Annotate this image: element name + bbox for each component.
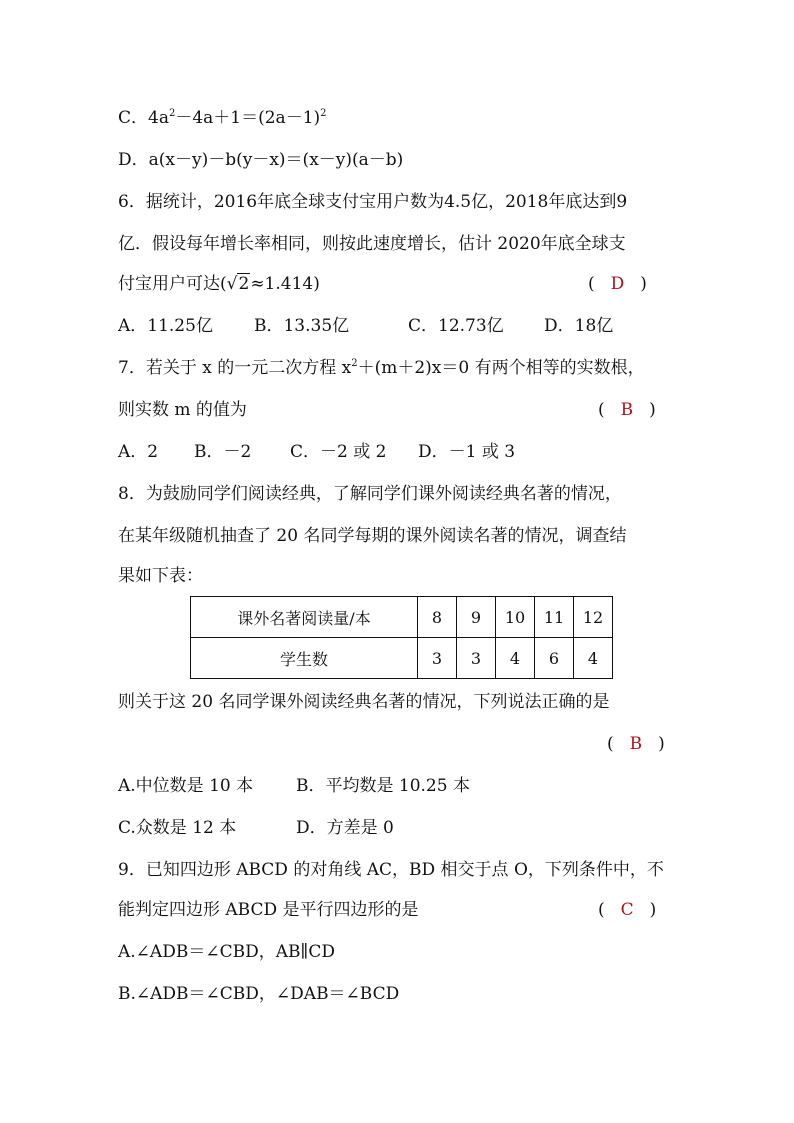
- answer-letter: C: [620, 900, 634, 920]
- q9-option-a: A.∠ADB＝∠CBD，AB∥CD: [118, 942, 335, 962]
- q9-line1: 9．已知四边形 ABCD 的对角线 AC，BD 相交于点 O，下列条件中，不: [118, 860, 664, 880]
- answer-close-paren: ): [640, 274, 647, 294]
- table-row: [191, 638, 613, 679]
- q6-line3-suffix: ≈1.414): [250, 274, 320, 294]
- option-c-mid: －4a＋1＝(2a－1): [175, 108, 321, 128]
- option-c-prefix: C．4a: [118, 108, 169, 128]
- q8-line4: 则关于这 20 名同学课外阅读经典名著的情况，下列说法正确的是: [118, 692, 610, 712]
- q8-option-d: D．方差是 0: [296, 818, 394, 838]
- q8-option-a: A.中位数是 10 本: [118, 776, 254, 796]
- q8-option-b: B．平均数是 10.25 本: [296, 776, 470, 796]
- q6-line2: 亿．假设每年增长率相同，则按此速度增长，估计 2020年底全球支: [118, 234, 626, 254]
- sqrt-two: [227, 272, 251, 296]
- answer-letter: B: [620, 400, 634, 420]
- table-header-reading-amount: 课外名著阅读量/本: [191, 597, 418, 638]
- answer-open-paren: (: [598, 400, 605, 420]
- option-d-q5: D．a(x－y)－b(y－x)＝(x－y)(a－b): [118, 150, 404, 170]
- q7-line1-suffix: ＋(m＋2)x＝0 有两个相等的实数根，: [357, 358, 645, 378]
- q8-options-row2: [118, 816, 394, 840]
- q8-line3: 果如下表：: [118, 566, 203, 586]
- q7-line1: [118, 356, 645, 380]
- q7-option-a: A．2: [118, 442, 159, 462]
- q7-line2: 则实数 m 的值为: [118, 400, 247, 420]
- answer-close-paren: ): [649, 900, 657, 920]
- q7-option-d: D．－1 或 3: [418, 442, 516, 462]
- answer-open-paren: (: [588, 274, 595, 294]
- option-c-q5: [118, 106, 327, 130]
- table-cell: 8: [418, 597, 457, 638]
- table-cell: 3: [457, 638, 496, 679]
- q7-line1-prefix: 7．若关于 x 的一元二次方程 x: [118, 358, 352, 378]
- reading-table: [190, 596, 613, 679]
- option-c-exp2: 2: [320, 108, 327, 119]
- q6-line3-prefix: 付宝用户可达(: [118, 274, 227, 294]
- table-row: [191, 597, 613, 638]
- q8-options-row1: [118, 774, 470, 798]
- answer-letter: D: [610, 274, 625, 294]
- q8-answer: [607, 732, 665, 756]
- answer-open-paren: (: [598, 900, 605, 920]
- q7-options: [118, 440, 515, 464]
- q7-option-b: B．－2: [194, 442, 252, 462]
- answer-close-paren: ): [658, 734, 665, 754]
- q6-option-c: C．12.73亿: [408, 316, 504, 336]
- q6-line3: [118, 272, 320, 296]
- q6-line1: 6．据统计，2016年底全球支付宝用户数为4.5亿，2018年底达到9: [118, 192, 628, 212]
- sqrt-radicand: 2: [238, 274, 250, 294]
- table-cell: 4: [496, 638, 535, 679]
- q6-option-b: B．13.35亿: [254, 316, 350, 336]
- q8-line1: 8．为鼓励同学们阅读经典，了解同学们课外阅读经典名著的情况，: [118, 484, 622, 504]
- q7-answer: [598, 398, 656, 422]
- answer-close-paren: ): [649, 400, 656, 420]
- q6-answer: [588, 272, 647, 296]
- q9-line2: 能判定四边形 ABCD 是平行四边形的是: [118, 900, 419, 920]
- answer-letter: B: [629, 734, 643, 754]
- table-cell: 3: [418, 638, 457, 679]
- answer-open-paren: (: [607, 734, 614, 754]
- table-cell: 12: [574, 597, 613, 638]
- table-cell: 11: [535, 597, 574, 638]
- table-header-student-count: 学生数: [191, 638, 418, 679]
- q7-option-c: C．－2 或 2: [290, 442, 387, 462]
- q6-option-d: D．18亿: [544, 316, 614, 336]
- q9-option-b: B.∠ADB＝∠CBD，∠DAB＝∠BCD: [118, 984, 400, 1004]
- option-c-exp1: 2: [168, 108, 176, 119]
- table-cell: 4: [574, 638, 613, 679]
- q7-line1-exp: 2: [351, 358, 358, 369]
- table-cell: 10: [496, 597, 535, 638]
- sqrt-symbol: √: [226, 274, 238, 294]
- q9-answer: [598, 898, 656, 922]
- q8-line2: 在某年级随机抽查了 20 名同学每期的课外阅读名著的情况，调查结: [118, 526, 627, 546]
- q6-options: [118, 314, 613, 338]
- q8-option-c: C.众数是 12 本: [118, 818, 237, 838]
- table-cell: 9: [457, 597, 496, 638]
- q6-option-a: A．11.25亿: [118, 316, 213, 336]
- table-cell: 6: [535, 638, 574, 679]
